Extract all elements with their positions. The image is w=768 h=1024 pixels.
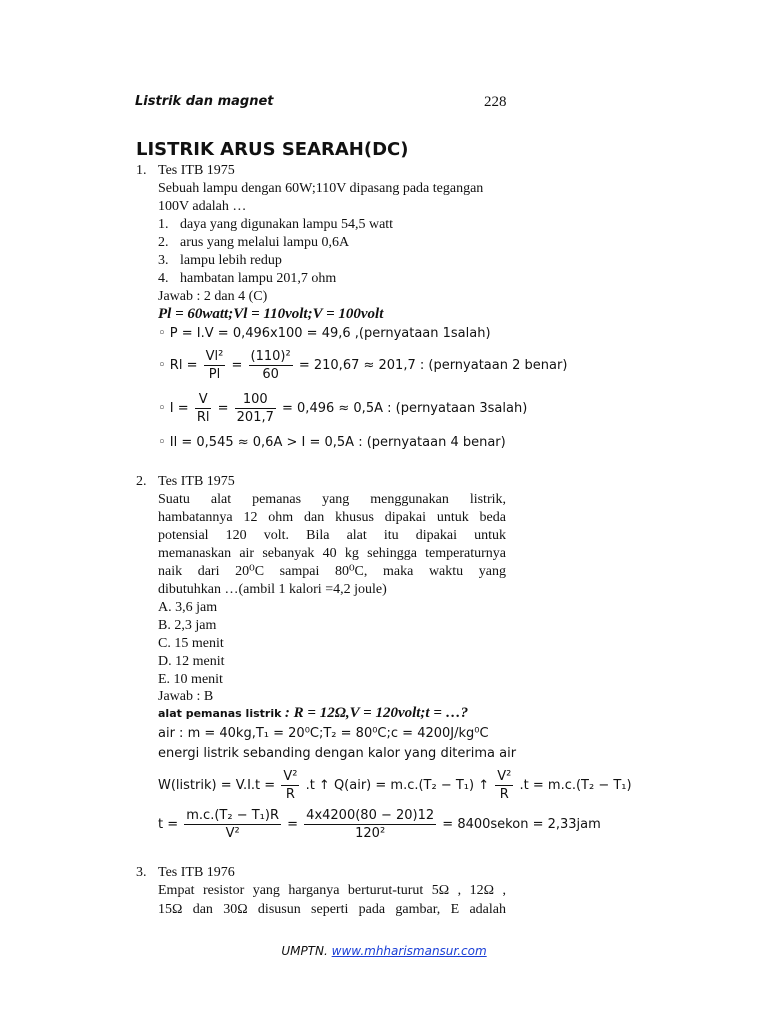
water-data: air : m = 40kg,T₁ = 20⁰C;T₂ = 80⁰C;c = 4200J/kg⁰C [158,726,489,741]
equation-part: ◦ Rl = [158,358,198,373]
option-text: hambatan lampu 201,7 ohm [180,271,337,286]
energy-statement: energi listrik sebanding dengan kalor yang diterima air [158,746,517,761]
numerator: m.c.(T₂ − T₁)R [186,808,279,823]
fraction [495,768,513,803]
fraction [195,391,212,426]
given-label: alat pemanas listrik [158,707,282,720]
option-number: 3. [158,253,169,268]
denominator: 120² [304,824,436,842]
numerator: V [198,392,208,407]
equation-part: = [231,358,243,373]
choice: C. 15 menit [158,636,224,651]
solution-step-4: ◦ Il = 0,545 ≈ 0,6A > I = 0,5A : (pernyataan 4 benar) [158,435,506,450]
answer-1: Jawab : 2 dan 4 (C) [158,289,268,304]
option-number: 4. [158,271,169,286]
numerator: (110)² [250,349,291,364]
numerator: Vl² [205,349,224,364]
denominator: R [495,785,513,803]
equation-time [158,807,601,842]
question-stem-1-line1: Sebuah lampu dengan 60W;110V dipasang pada tegangan [158,181,484,196]
choice: A. 3,6 jam [158,600,218,615]
option-text: lampu lebih redup [180,253,282,268]
choice: B. 2,3 jam [158,618,217,633]
option-text: arus yang melalui lampu 0,6A [180,235,350,250]
footer-prefix: UMPTN. [281,944,328,958]
equation-part: .t = m.c.(T₂ − T₁) [519,778,632,793]
option-text: daya yang digunakan lampu 54,5 watt [180,217,394,232]
numerator: V² [283,769,298,784]
question-stem-2-line: potensial 120 volt. Bila alat itu dipakai untuk [158,528,506,543]
option-number: 1. [158,217,169,232]
question-stem-2-last: dibutuhkan …(ambil 1 kalori =4,2 joule) [158,582,387,597]
given-values-1: Pl = 60watt;Vl = 110volt;V = 100volt [158,306,384,322]
equation-energy [158,768,632,803]
numerator: 4x4200(80 − 20)12 [306,808,435,823]
denominator: 201,7 [236,410,274,425]
fraction [184,807,281,842]
question-source-3: Tes ITB 1976 [158,865,235,880]
question-stem-2-line: Suatu alat pemanas yang menggunakan listrik, [158,492,506,507]
denominator: R [281,785,299,803]
equation-part: W(listrik) = V.I.t = [158,778,276,793]
running-header: Listrik dan magnet [135,94,274,109]
fraction [235,391,276,426]
denominator: V² [184,824,281,842]
equation-part: = 8400sekon = 2,33jam [442,817,601,832]
footer [0,944,768,958]
solution-step-2 [158,348,567,383]
question-stem-3-line1: Empat resistor yang harganya berturut-turut 5Ω , 12Ω , [158,883,506,898]
fraction [304,807,436,842]
question-number-1: 1. [136,163,147,178]
solution-step-1: ◦ P = I.V = 0,496x100 = 49,6 ,(pernyataan 1salah) [158,326,491,341]
solution-step-3 [158,391,527,426]
website-link[interactable]: www.mhharismansur.com [331,944,487,958]
denominator: Pl [204,365,226,383]
equation-part: = [287,817,299,832]
equation-part: t = [158,817,179,832]
fraction [204,348,226,383]
question-stem-2-line: memanaskan air sebanyak 40 kg sehingga temperaturnya [158,546,506,561]
question-number-2: 2. [136,474,147,489]
question-stem-2-line: naik dari 20⁰C sampai 80⁰C, maka waktu yang [158,564,506,579]
question-number-3: 3. [136,865,147,880]
denominator: 60 [249,365,293,383]
fraction [249,348,293,383]
fraction [281,768,299,803]
question-stem-3-line2: 15Ω dan 30Ω disusun seperti pada gambar, E adalah [158,902,506,917]
question-stem-1-line2: 100V adalah … [158,199,247,214]
page-number: 228 [484,94,507,110]
question-source-1: Tes ITB 1975 [158,163,235,178]
equation-part: .t ↑ Q(air) = m.c.(T₂ − T₁) ↑ [305,778,490,793]
numerator: V² [497,769,512,784]
question-stem-2-line: hambatannya 12 ohm dan khusus dipakai untuk beda [158,510,506,525]
answer-2: Jawab : B [158,689,214,704]
equation-part: = [217,401,229,416]
equation-part: = 0,496 ≈ 0,5A : (pernyataan 3salah) [282,401,528,416]
denominator: Rl [196,410,210,425]
option-number: 2. [158,235,169,250]
choice: E. 10 menit [158,672,223,687]
equation-part: = 210,67 ≈ 201,7 : (pernyataan 2 benar) [298,358,568,373]
question-source-2: Tes ITB 1975 [158,474,235,489]
choice: D. 12 menit [158,654,225,669]
given-rest: : R = 12Ω,V = 120volt;t = …? [284,705,469,721]
equation-part: ◦ I = [158,401,189,416]
page-title: LISTRIK ARUS SEARAH(DC) [136,139,409,160]
numerator: 100 [242,392,268,407]
given-values-2 [158,704,468,723]
